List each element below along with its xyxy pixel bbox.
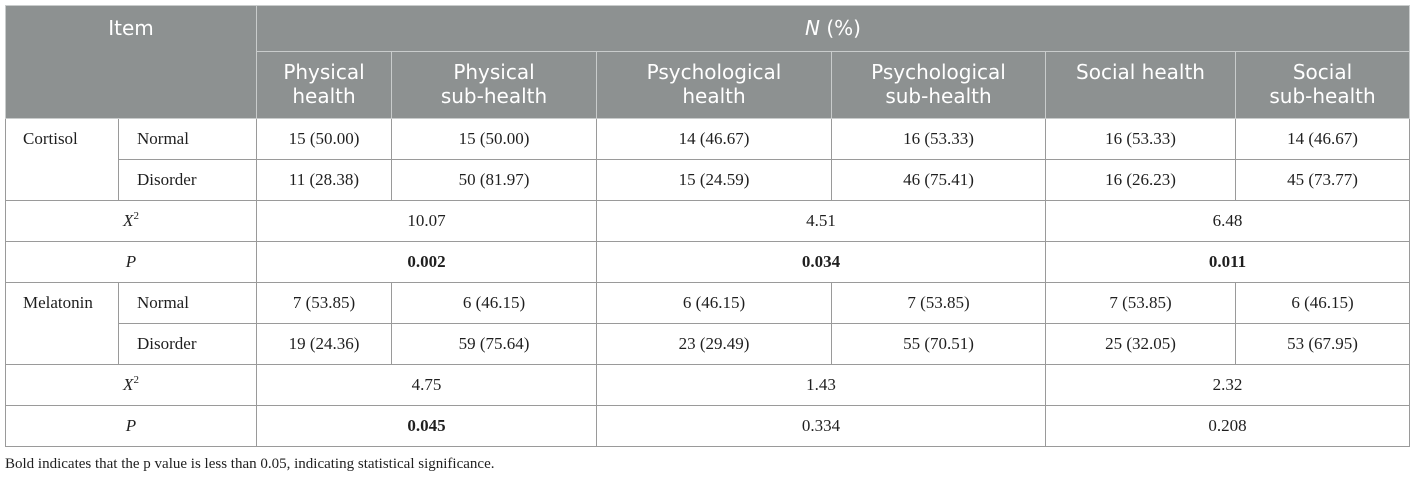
table-cell: 14 (46.67)	[597, 119, 832, 160]
table-cell: 15 (50.00)	[257, 119, 392, 160]
table-footnote: Bold indicates that the p value is less than 0.05, indicating statistical significance.	[5, 456, 495, 472]
table-cell: 0.034	[597, 242, 1046, 283]
table-cell: 16 (53.33)	[832, 119, 1046, 160]
table-cell: 25 (32.05)	[1046, 324, 1236, 365]
table-cell: 7 (53.85)	[1046, 283, 1236, 324]
table-cell: 6.48	[1046, 201, 1410, 242]
table-cell: 6 (46.15)	[1236, 283, 1410, 324]
col-physical-sub-health: Physical sub-health	[392, 52, 597, 119]
table-cell: 23 (29.49)	[597, 324, 832, 365]
col-psychological-sub-health: Psychological sub-health	[832, 52, 1046, 119]
row-label-melatonin: Melatonin	[6, 283, 119, 365]
header-item: Item	[6, 6, 257, 119]
col-physical-health: Physical health	[257, 52, 392, 119]
table-cell: 15 (24.59)	[597, 160, 832, 201]
table-cell: 45 (73.77)	[1236, 160, 1410, 201]
table-cell: 0.045	[257, 406, 597, 447]
table-cell: 14 (46.67)	[1236, 119, 1410, 160]
header-n-percent	[257, 6, 1410, 52]
header-n-suffix: (%)	[820, 16, 861, 40]
sub-label-disorder: Disorder	[119, 324, 257, 365]
table-cell: 1.43	[597, 365, 1046, 406]
table-row	[6, 160, 1410, 201]
table-cell: 7 (53.85)	[257, 283, 392, 324]
table-cell: 4.75	[257, 365, 597, 406]
table-row	[6, 283, 1410, 324]
table-cell: 6 (46.15)	[597, 283, 832, 324]
table-cell: 46 (75.41)	[832, 160, 1046, 201]
header-n: N	[805, 16, 821, 40]
table-row	[6, 242, 1410, 283]
stat-label-p: P	[6, 406, 257, 447]
table-cell: 59 (75.64)	[392, 324, 597, 365]
col-social-sub-health: Social sub-health	[1236, 52, 1410, 119]
table-cell: 16 (53.33)	[1046, 119, 1236, 160]
sub-label-disorder: Disorder	[119, 160, 257, 201]
table-cell: 7 (53.85)	[832, 283, 1046, 324]
table-row	[6, 201, 1410, 242]
table-cell: 10.07	[257, 201, 597, 242]
stat-label-p: P	[6, 242, 257, 283]
table-cell: 4.51	[597, 201, 1046, 242]
table-row	[6, 365, 1410, 406]
col-psychological-health: Psychological health	[597, 52, 832, 119]
table-cell: 15 (50.00)	[392, 119, 597, 160]
stat-label-x2: $X^2$	[6, 201, 257, 242]
table-cell: 0.011	[1046, 242, 1410, 283]
table-cell: 0.208	[1046, 406, 1410, 447]
table-row	[6, 324, 1410, 365]
table-row	[6, 119, 1410, 160]
table-row	[6, 406, 1410, 447]
table-cell: 6 (46.15)	[392, 283, 597, 324]
table-cell: 16 (26.23)	[1046, 160, 1236, 201]
table-cell: 55 (70.51)	[832, 324, 1046, 365]
table-cell: 2.32	[1046, 365, 1410, 406]
sub-label-normal: Normal	[119, 283, 257, 324]
table-cell: 0.002	[257, 242, 597, 283]
results-table	[5, 5, 1410, 447]
stat-label-x2: $X^2$	[6, 365, 257, 406]
row-label-cortisol: Cortisol	[6, 119, 119, 201]
table-cell: 11 (28.38)	[257, 160, 392, 201]
table-cell: 50 (81.97)	[392, 160, 597, 201]
table-container	[5, 5, 1409, 473]
table-cell: 0.334	[597, 406, 1046, 447]
table-cell: 53 (67.95)	[1236, 324, 1410, 365]
col-social-health: Social health	[1046, 52, 1236, 119]
table-cell: 19 (24.36)	[257, 324, 392, 365]
sub-label-normal: Normal	[119, 119, 257, 160]
